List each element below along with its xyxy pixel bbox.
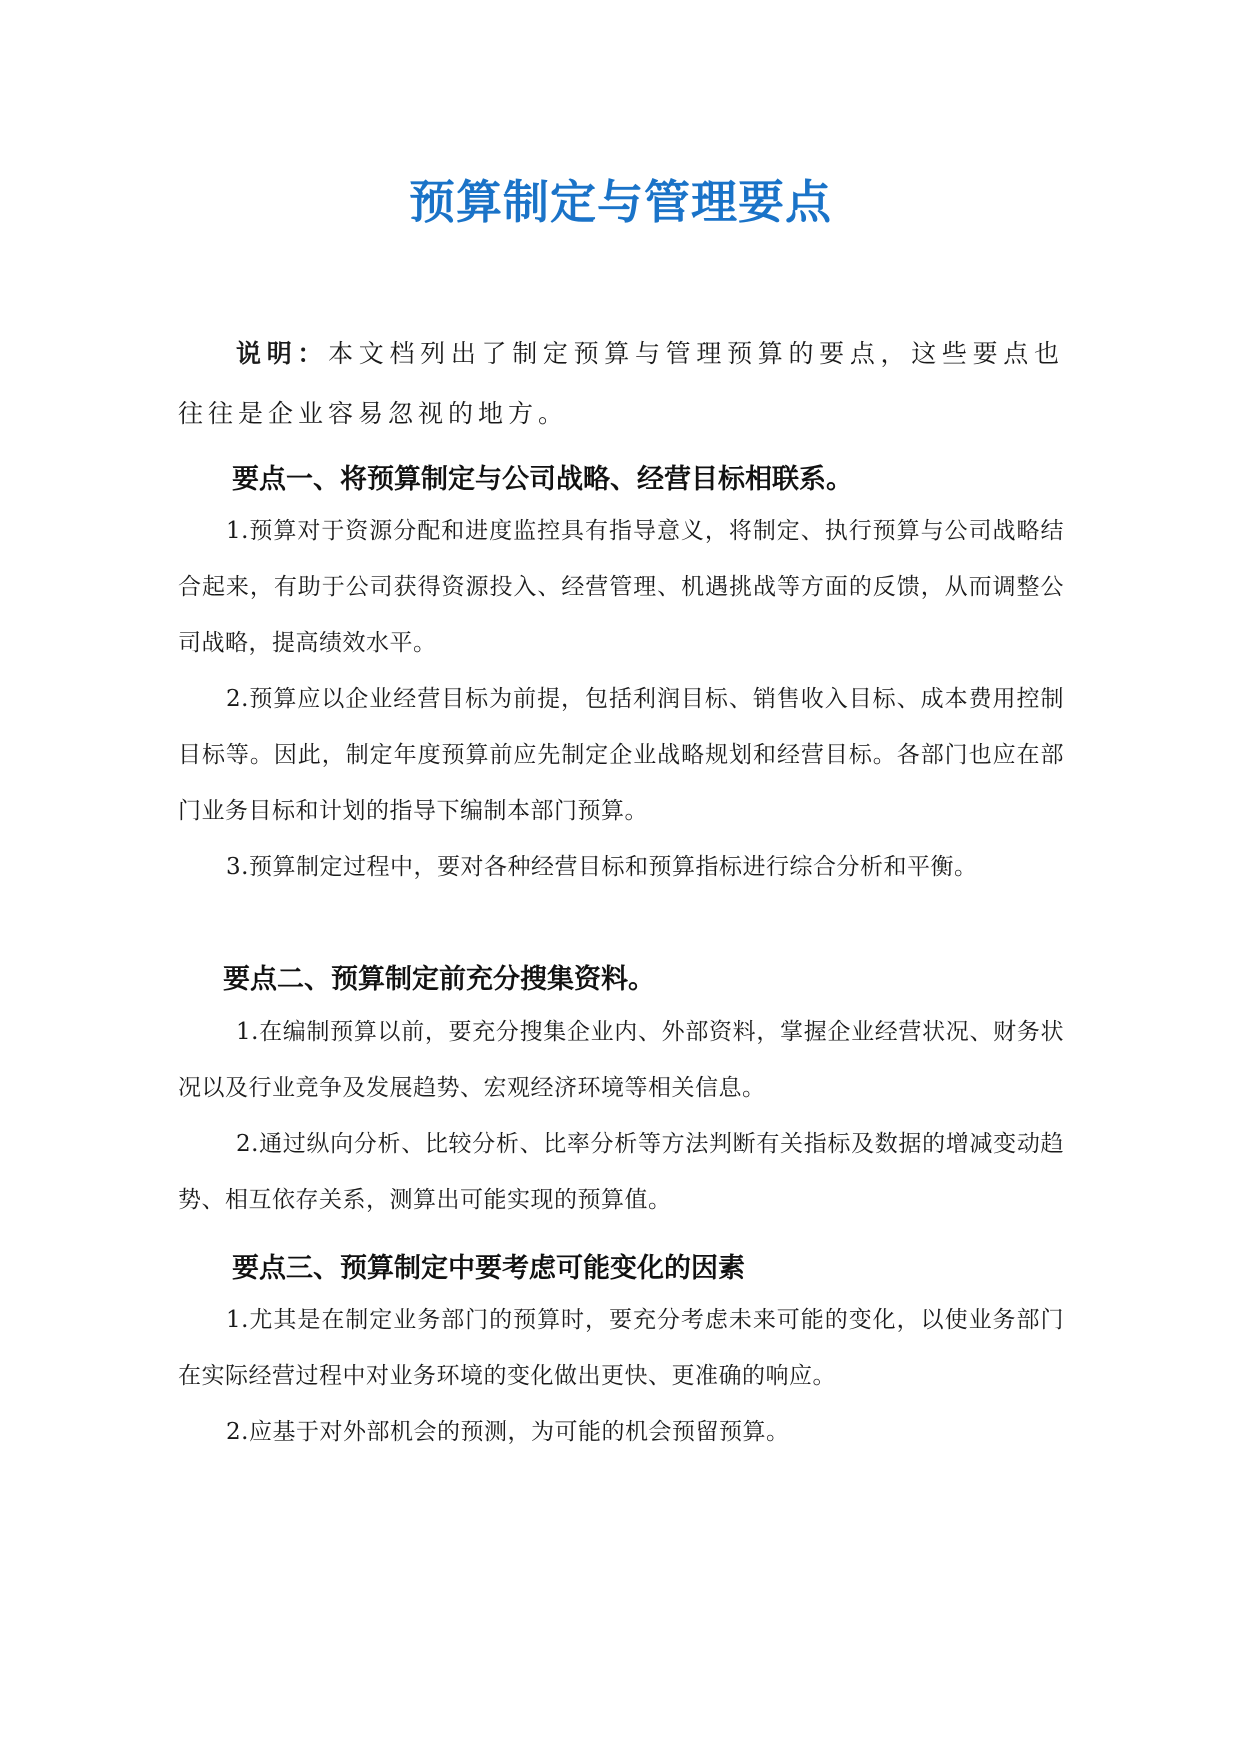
section-1-paragraph-2: 2.预算应以企业经营目标为前提，包括利润目标、销售收入目标、成本费用控制目标等。因此，制定年度预算前应先制定企业战略规划和经营目标。各部门也应在部门业务目标和计划的指导下编制本部门预算。 [178, 686, 1064, 824]
section-1-paragraph-3: 3.预算制定过程中，要对各种经营目标和预算指标进行综合分析和平衡。 [226, 854, 978, 880]
section-2-heading: 要点二、预算制定前充分搜集资料。 [223, 964, 655, 995]
section-1-paragraph-1: 1.预算对于资源分配和进度监控具有指导意义，将制定、执行预算与公司战略结合起来，有助于公司获得资源投入、经营管理、机遇挑战等方面的反馈，从而调整公司战略，提高绩效水平。 [178, 518, 1064, 656]
intro-text: 本文档列出了制定预算与管理预算的要点，这些要点也往往是企业容易忽视的地方。 [178, 339, 1064, 428]
section-2-paragraph-1: 1.在编制预算以前，要充分搜集企业内、外部资料，掌握企业经营状况、财务状况以及行业竞争及发展趋势、宏观经济环境等相关信息。 [178, 1019, 1064, 1101]
section-3-paragraph-2: 2.应基于对外部机会的预测，为可能的机会预留预算。 [226, 1419, 790, 1445]
section-3-heading: 要点三、预算制定中要考虑可能变化的因素 [232, 1253, 745, 1284]
intro-paragraph [178, 324, 1064, 444]
section-2-paragraph-2: 2.通过纵向分析、比较分析、比率分析等方法判断有关指标及数据的增减变动趋势、相互依存关系，测算出可能实现的预算值。 [178, 1131, 1064, 1213]
section-3-paragraph-1: 1.尤其是在制定业务部门的预算时，要充分考虑未来可能的变化，以使业务部门在实际经营过程中对业务环境的变化做出更快、更准确的响应。 [178, 1307, 1064, 1389]
document-title: 预算制定与管理要点 [409, 175, 832, 229]
intro-label: 说明： [236, 339, 329, 368]
section-1-heading: 要点一、将预算制定与公司战略、经营目标相联系。 [232, 464, 853, 495]
